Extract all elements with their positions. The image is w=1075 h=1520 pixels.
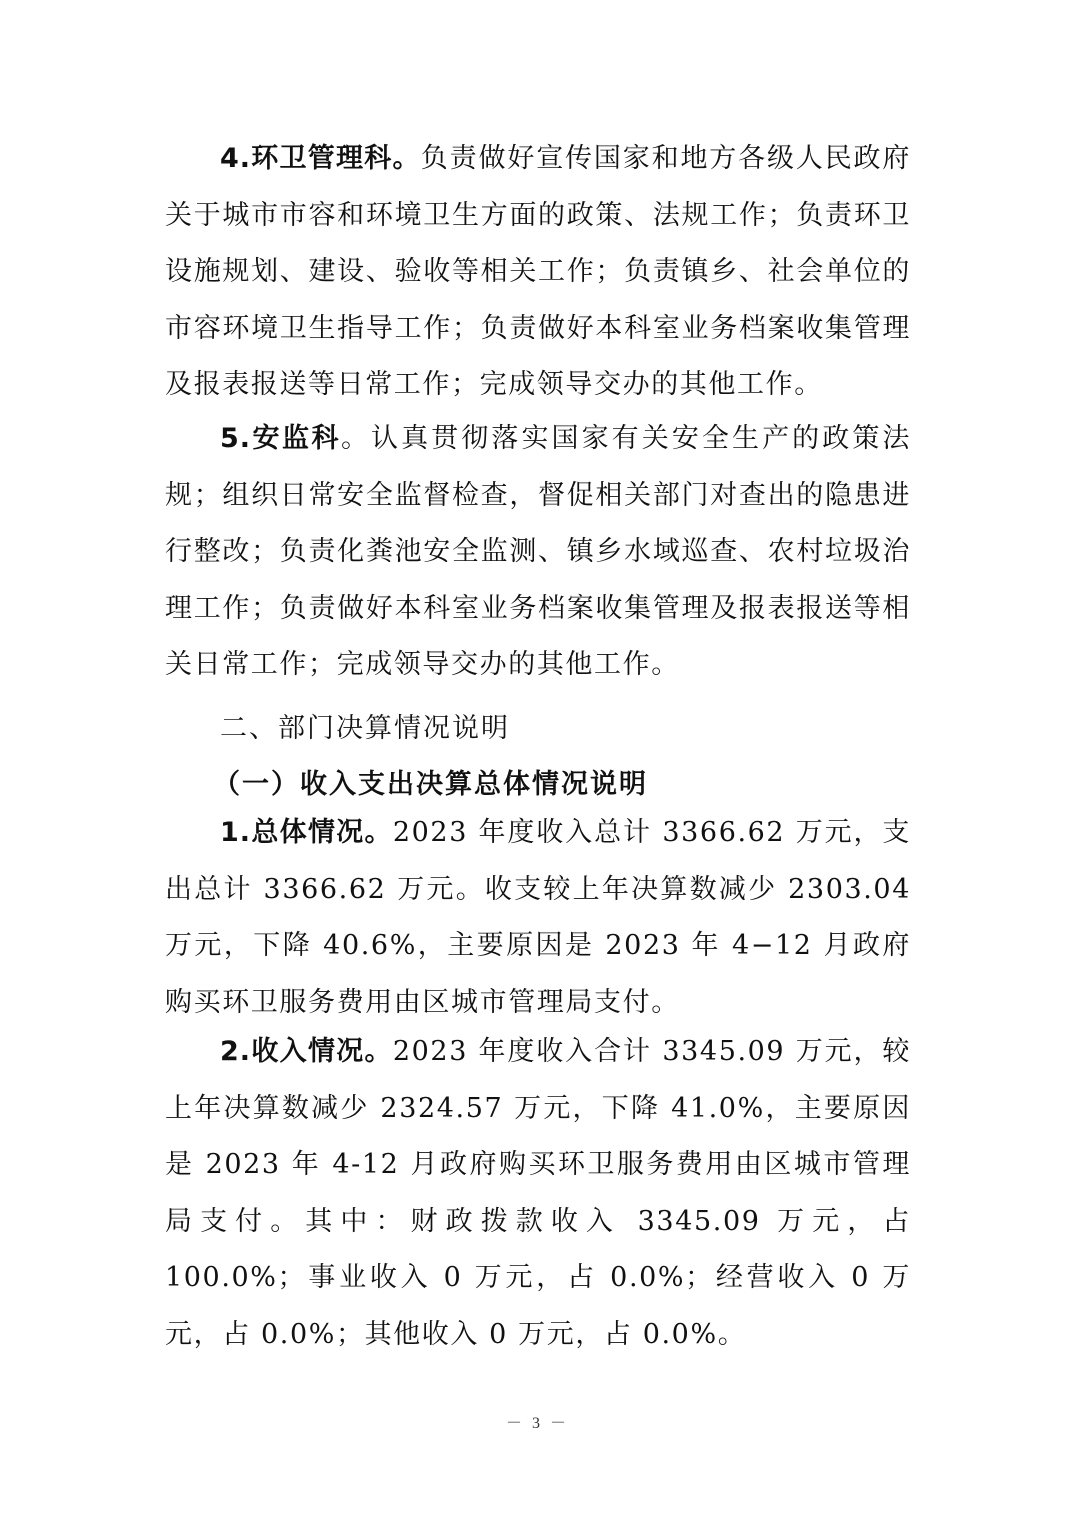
- paragraph-safety-section: [165, 411, 911, 694]
- section-lead: 5.安监科: [220, 423, 341, 454]
- paragraph-body: 负责做好宣传国家和地方各级人民政府关于城市市容和环境卫生方面的政策、法规工作；负责环卫设施规划、建设、验收等相关工作；负责镇乡、社会单位的市容环境卫生指导工作；负责做好本科室业务档案收集管理及报表报送等日常工作；完成领导交办的其他工作。: [165, 143, 911, 400]
- paragraph-body: 。认真贯彻落实国家有关安全生产的政策法规；组织日常安全监督检查，督促相关部门对查出的隐患进行整改；负责化粪池安全监测、镇乡水域巡查、农村垃圾治理工作；负责做好本科室业务档案收集管理及报表报送等相关日常工作；完成领导交办的其他工作。: [165, 423, 911, 680]
- paragraph-overall-situation: [165, 805, 911, 1031]
- section-lead: 4.环卫管理科。: [220, 143, 421, 174]
- paragraph-sanitation-section: [165, 131, 911, 414]
- subsection-heading: （一）收入支出决算总体情况说明: [213, 769, 648, 800]
- paragraph-body: 2023 年度收入合计 3345.09 万元，较上年决算数减少 2324.57 万元，下降 41.0%，主要原因是 2023 年 4-12 月政府购买环卫服务费用由区城市管理局支付。其中：财政拨款收入 3345.09 万元，占 100.0%；事业收入 0 万元，占 0.0%；经营收入 0 万元，占 0.0%；其他收入 0 万元，占 0.0%。: [165, 1036, 911, 1350]
- section-heading: 二、部门决算情况说明: [220, 713, 510, 744]
- section-lead: 2.收入情况。: [220, 1036, 393, 1067]
- page-number: － 3 －: [505, 1415, 569, 1432]
- paragraph-income-situation: [165, 1024, 911, 1363]
- section-lead: 1.总体情况。: [220, 817, 393, 848]
- paragraph-body: 2023 年度收入总计 3366.62 万元，支出总计 3366.62 万元。收支较上年决算数减少 2303.04 万元，下降 40.6%，主要原因是 2023 年 4−12 月政府购买环卫服务费用由区城市管理局支付。: [165, 817, 911, 1018]
